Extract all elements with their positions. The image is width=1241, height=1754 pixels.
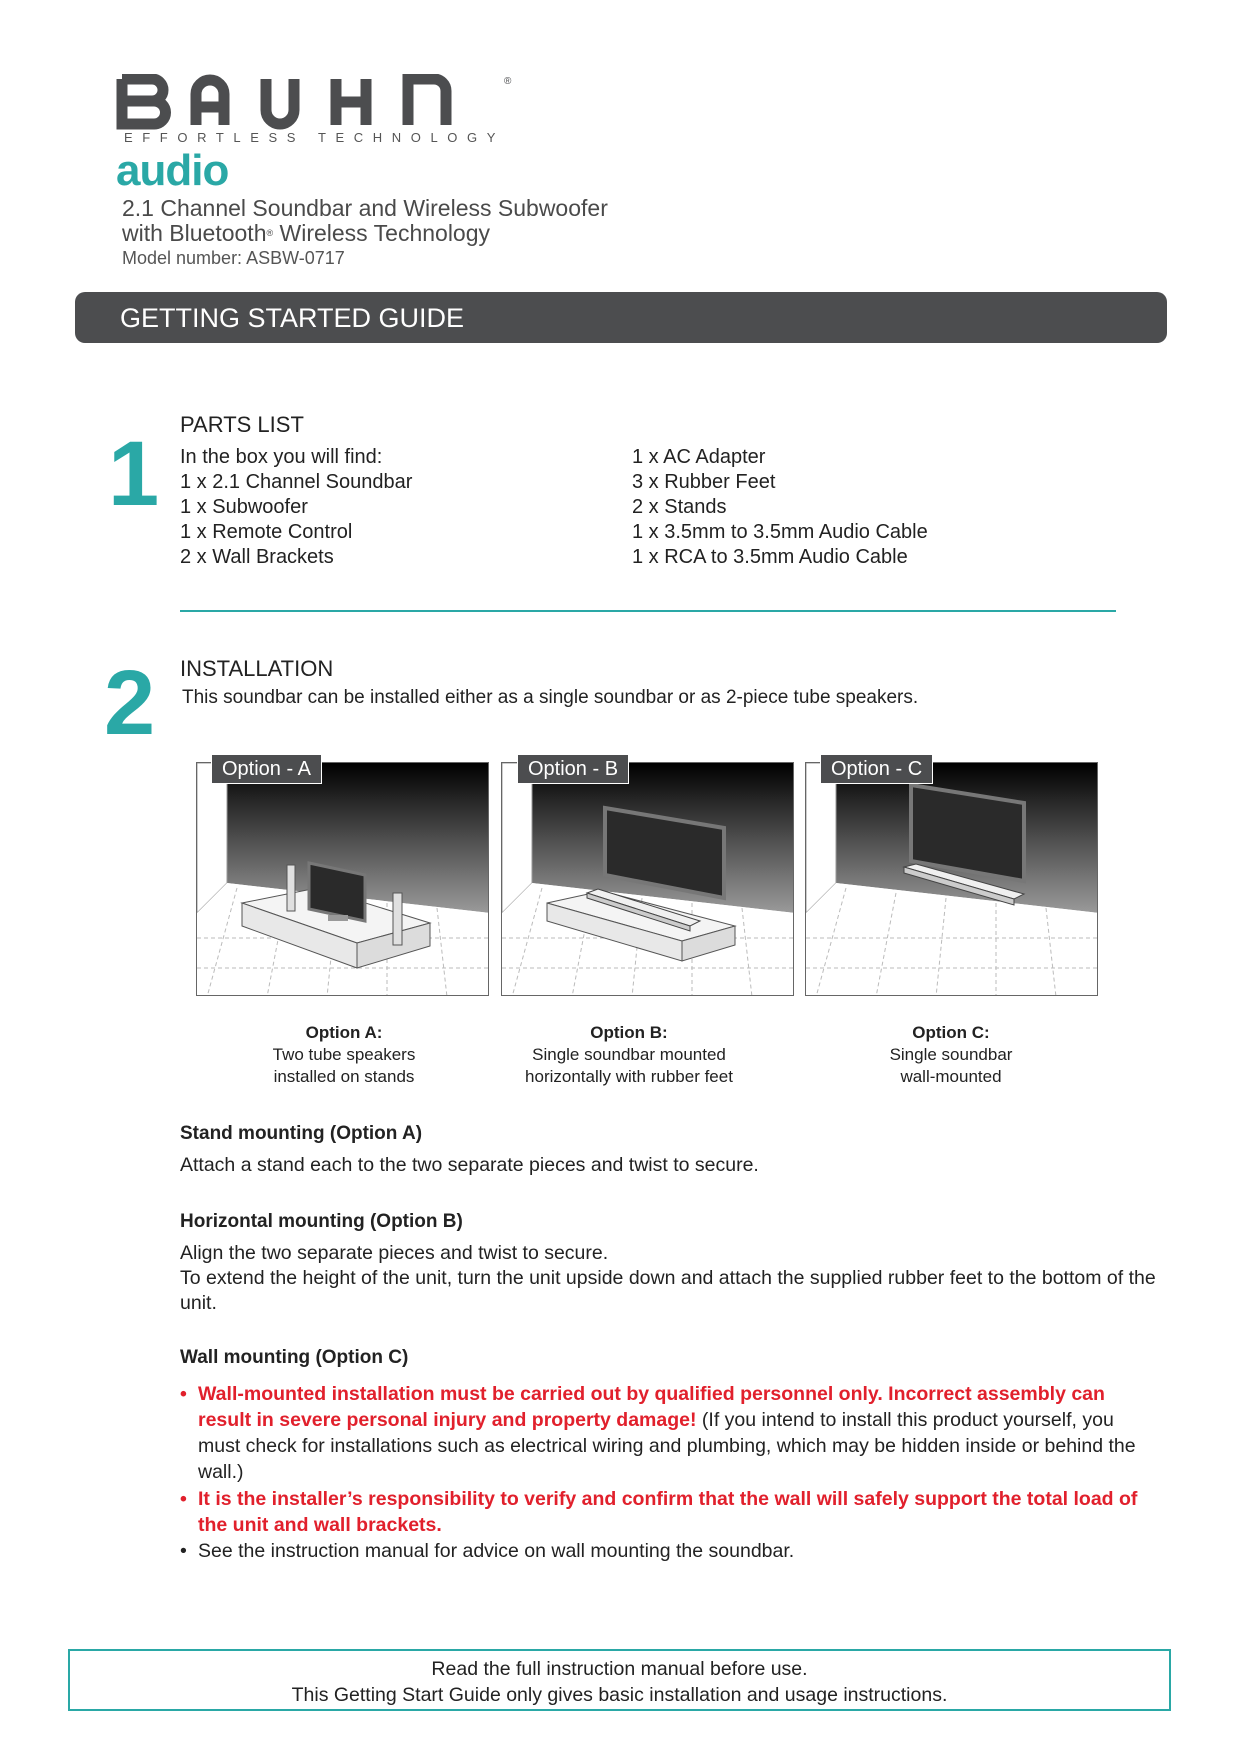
footer-line2: This Getting Start Guide only gives basic installation and usage instructions.	[291, 1684, 948, 1706]
bauhn-logo	[116, 74, 516, 130]
product-title-line1: 2.1 Channel Soundbar and Wireless Subwoofer	[122, 195, 608, 221]
footer-line1: Read the full instruction manual before use.	[431, 1658, 808, 1680]
list-item: 1 x AC Adapter	[632, 446, 766, 468]
parts-list-col2	[632, 445, 928, 570]
option-a-illustration	[196, 762, 489, 996]
product-title	[122, 196, 608, 246]
step-number-2: 2	[104, 652, 156, 754]
section-divider	[180, 610, 1116, 612]
info-bullet-3: • See the instruction manual for advice on wall mounting the soundbar.	[180, 1540, 795, 1562]
list-item: 2 x Stands	[632, 496, 727, 518]
list-item: 1 x 3.5mm to 3.5mm Audio Cable	[632, 521, 928, 543]
list-item: 1 x RCA to 3.5mm Audio Cable	[632, 546, 908, 568]
option-c-caption: Option C: Single soundbar wall-mounted	[889, 1023, 1013, 1086]
option-c-illustration	[805, 762, 1098, 996]
wall-mounting-title: Wall mounting (Option C)	[180, 1347, 409, 1368]
product-title-line2: with Bluetooth® Wireless Technology	[122, 220, 491, 246]
list-item: 1 x Subwoofer	[180, 496, 308, 518]
list-item: In the box you will find:	[180, 446, 383, 468]
installation-title: INSTALLATION	[180, 656, 334, 681]
parts-list-col1	[180, 445, 412, 570]
list-item: 1 x 2.1 Channel Soundbar	[180, 471, 413, 493]
warning-bullet-2: • It is the installer’s responsibility to verify and confirm that the wall will safely support the total load of the unit and wall brackets.	[180, 1488, 1138, 1536]
audio-wordmark: audio	[116, 146, 229, 195]
warning-bullet-1: • Wall-mounted installation must be carried out by qualified personnel only. Incorrect assembly can result in severe personal injury and property damage! (If you intend to install this product yourself, you must check for installations such as electrical wiring and plumbing, which may be hidden inside or behind the wall.)	[180, 1383, 1136, 1483]
footer-notice	[68, 1649, 1171, 1711]
horizontal-mounting-title: Horizontal mounting (Option B)	[180, 1211, 463, 1232]
option-b-illustration	[501, 762, 794, 996]
option-b-caption: Option B: Single soundbar mounted horizontally with rubber feet	[525, 1023, 733, 1086]
horizontal-mounting-text: Align the two separate pieces and twist to secure. To extend the height of the unit, turn the unit upside down and attach the supplied rubber feet to the bottom of the unit.	[180, 1242, 1156, 1314]
list-item: 3 x Rubber Feet	[632, 471, 776, 493]
stand-mounting-title: Stand mounting (Option A)	[180, 1123, 423, 1144]
parts-list-title: PARTS LIST	[180, 412, 304, 437]
stand-mounting-text: Attach a stand each to the two separate pieces and twist to secure.	[180, 1154, 759, 1176]
option-a-label: Option - A	[211, 754, 322, 784]
registered-mark: ®	[504, 76, 512, 87]
list-item: 2 x Wall Brackets	[180, 546, 334, 568]
installation-intro: This soundbar can be installed either as a single soundbar or as 2-piece tube speakers.	[182, 687, 919, 708]
option-a-caption: Option A: Two tube speakers installed on stands	[272, 1023, 416, 1086]
step-number-1: 1	[108, 423, 160, 525]
option-c-label: Option - C	[820, 754, 933, 784]
brand-tagline: EFFORTLESS TECHNOLOGY	[124, 130, 505, 145]
model-number: Model number: ASBW-0717	[122, 248, 345, 268]
list-item: 1 x Remote Control	[180, 521, 353, 543]
option-b-label: Option - B	[517, 754, 629, 784]
guide-title: GETTING STARTED GUIDE	[120, 303, 465, 333]
